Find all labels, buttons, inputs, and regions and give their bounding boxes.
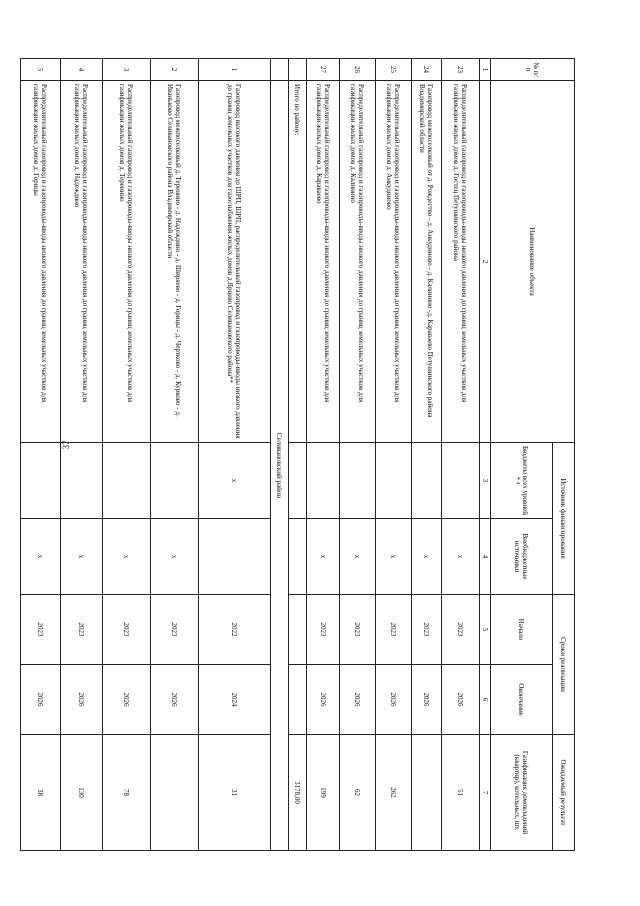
row-start: 2023 [307, 595, 340, 665]
row-name: Распределительный газопровод и газопроводы-вводы низкого давления до границ земельных участков для газификации жилых домов д. Анкудиново [376, 81, 412, 443]
col-number-6: 6 [480, 665, 491, 735]
objects-table [20, 58, 575, 851]
row-name: Распределительный газопровод и газопроводы-вводы низкого давления до границ земельных участков для газификации жилых домов д. Караваево [307, 81, 340, 443]
table-row [199, 59, 271, 851]
row-budget [61, 443, 103, 519]
col-number-4: 4 [480, 519, 491, 595]
row-start: 2023 [21, 595, 61, 665]
district-row [271, 59, 289, 851]
row-name: Распределительный газопровод и газопроводы-вводы низкого давления до границ земельных участков для газификации жилых домов д. Надеждино [61, 81, 103, 443]
table-row [21, 59, 61, 851]
row-budget [442, 443, 480, 519]
row-result: 199 [307, 735, 340, 851]
row-budget: х [199, 443, 271, 519]
row-result: 62 [340, 735, 376, 851]
row-budget [340, 443, 376, 519]
header-terms: Сроки реализации [553, 595, 575, 735]
row-num: 1 [199, 59, 271, 81]
row-end: 2026 [442, 665, 480, 735]
col-number-1: 1 [480, 59, 491, 81]
col-number-5: 5 [480, 595, 491, 665]
table-row [442, 59, 480, 851]
row-start: 2023 [103, 595, 151, 665]
header-name: Наименование объекта [491, 81, 575, 443]
table-row [412, 59, 442, 851]
row-budget [412, 443, 442, 519]
row-name: Газопровод высокого давления до ШРП, ШРП, распределительный газопровод и газопроводы-вводы низкого давления до границ земельных участков для газоснабжения жилых домов д.Ярцево Селивановского района** [199, 81, 271, 443]
row-start: 2023 [376, 595, 412, 665]
row-start: 2022 [199, 595, 271, 665]
row-name: Распределительный газопровод и газопроводы-вводы низкого давления до границ земельных участков для газификации жилых домов д. Калинино [340, 81, 376, 443]
row-name: Распределительный газопровод и газопроводы-вводы низкого давления до границ земельных участков для газификации жилых домов д. Теренино [103, 81, 151, 443]
row-num: 5 [21, 59, 61, 81]
header-num: № п/п [491, 59, 575, 81]
row-result: 262 [376, 735, 412, 851]
page-number: 37 [61, 440, 71, 450]
header-extra: Внебюджетные источники [491, 519, 553, 595]
row-end: 2024 [199, 665, 271, 735]
header-gasification: Газификация домовладений (квартир), котельных, шт. [491, 735, 553, 851]
row-num: 23 [442, 59, 480, 81]
row-name: Газопровод межпоселковый д. Теренино - д. Надеждино - д. Ширяево - д. Горицы - д. Чертково - д. Курково - д. Иваньково Селивановского района Владимирской области [151, 81, 199, 443]
row-end: 2026 [376, 665, 412, 735]
row-result: 130 [61, 735, 103, 851]
row-end: 2026 [340, 665, 376, 735]
row-end: 2026 [21, 665, 61, 735]
table-row [376, 59, 412, 851]
row-num: 26 [340, 59, 376, 81]
row-extra: х [151, 519, 199, 595]
row-extra: х [340, 519, 376, 595]
header-end: Окончание [491, 665, 553, 735]
col-number-7: 7 [480, 735, 491, 851]
row-budget [307, 443, 340, 519]
row-result: 38 [21, 735, 61, 851]
row-start: 2023 [151, 595, 199, 665]
row-extra: х [21, 519, 61, 595]
row-num: 3 [103, 59, 151, 81]
header-funding: Источник финансирования [553, 443, 575, 595]
row-start: 2023 [61, 595, 103, 665]
row-end: 2026 [103, 665, 151, 735]
row-budget [376, 443, 412, 519]
row-result: 31 [199, 735, 271, 851]
row-extra [199, 519, 271, 595]
total-row [289, 59, 307, 851]
row-name: Газопровод межпоселковый от д. Рождество - д. Анкудиново - д. Калинино -д. Караваево Петушинского района Владимирской области [412, 81, 442, 443]
total-label: Итого по району: [289, 81, 307, 443]
header-budget: Бюджеты всех уровней * ⁴ [491, 443, 553, 519]
row-extra: х [61, 519, 103, 595]
row-num: 25 [376, 59, 412, 81]
row-num: 4 [61, 59, 103, 81]
row-extra: х [307, 519, 340, 595]
row-end: 2026 [307, 665, 340, 735]
table-row [340, 59, 376, 851]
table-row [151, 59, 199, 851]
row-name: Распределительный газопровод и газопроводы-вводы низкого давления до границ земельных участков для газификации жилых домов д. Горицы [21, 81, 61, 443]
header-result: Ожидаемый результат [553, 735, 575, 851]
row-end: 2026 [151, 665, 199, 735]
col-number-3: 3 [480, 443, 491, 519]
row-budget [151, 443, 199, 519]
total-value: 3178,00 [289, 735, 307, 851]
table-row [61, 59, 103, 851]
row-num: 2 [151, 59, 199, 81]
row-budget [103, 443, 151, 519]
table-row [307, 59, 340, 851]
row-extra: х [412, 519, 442, 595]
row-num: 27 [307, 59, 340, 81]
row-name: Распределительный газопровод и газопроводы-вводы низкого давления до границ земельных участков для газификации жилых домов д. Гостец Петушинского района [442, 81, 480, 443]
row-extra: х [442, 519, 480, 595]
table-row [103, 59, 151, 851]
row-end: 2026 [61, 665, 103, 735]
row-result [412, 735, 442, 851]
row-budget [21, 443, 61, 519]
row-result [151, 735, 199, 851]
header-start: Начало [491, 595, 553, 665]
row-start: 2023 [412, 595, 442, 665]
row-start: 2023 [442, 595, 480, 665]
district-heading: Селивановский район [271, 81, 289, 851]
row-result: 78 [103, 735, 151, 851]
row-result: 51 [442, 735, 480, 851]
col-number-2: 2 [480, 81, 491, 443]
row-extra: х [103, 519, 151, 595]
row-num: 24 [412, 59, 442, 81]
row-extra: х [376, 519, 412, 595]
row-start: 2023 [340, 595, 376, 665]
row-end: 2026 [412, 665, 442, 735]
